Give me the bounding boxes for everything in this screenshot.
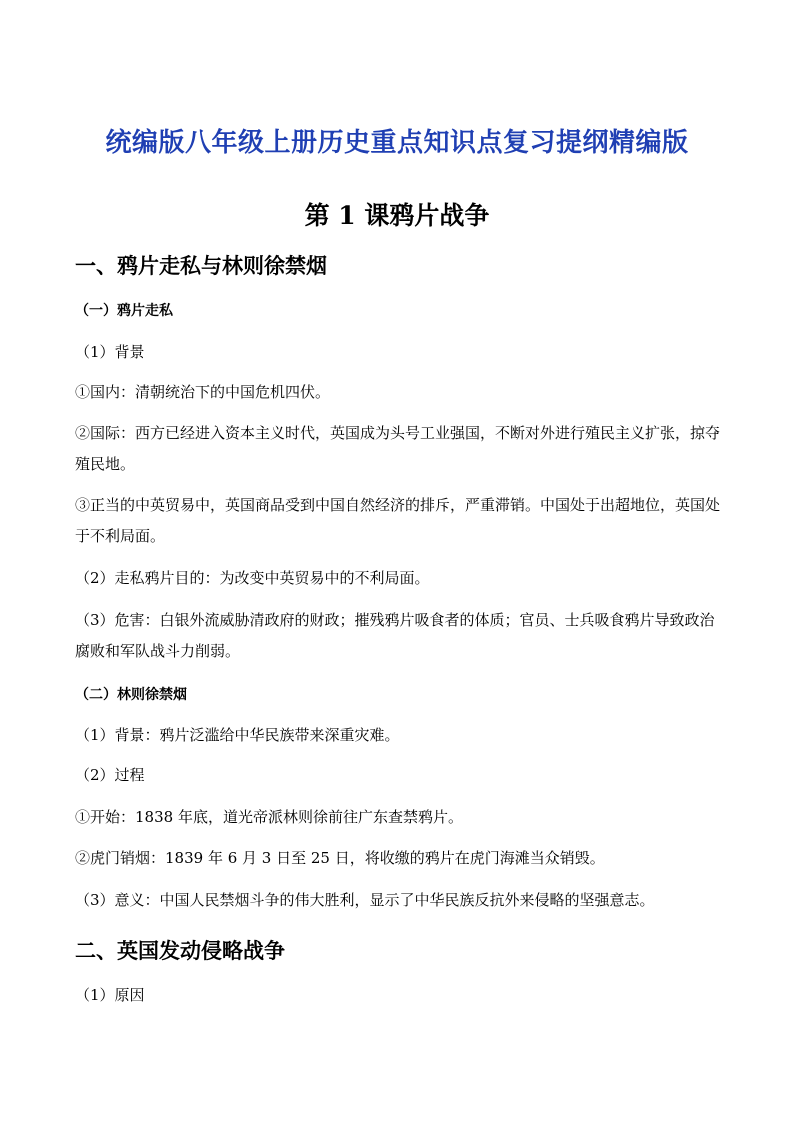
document-title: 统编版八年级上册历史重点知识点复习提纲精编版 xyxy=(105,128,689,158)
paragraph-ban-background: （1）背景：鸦片泛滥给中华民族带来深重灾难。 xyxy=(75,726,400,744)
section-heading-1: 一、鸦片走私与林则徐禁烟 xyxy=(75,253,327,278)
subsection-heading-1: （一）鸦片走私 xyxy=(75,303,173,319)
lesson-title: 第 1 课鸦片战争 xyxy=(304,201,490,230)
paragraph-domestic: ①国内：清朝统治下的中国危机四伏。 xyxy=(75,383,331,401)
section-heading-2: 二、英国发动侵略战争 xyxy=(75,938,285,963)
paragraph-significance: （3）意义：中国人民禁烟斗争的伟大胜利，显示了中华民族反抗外来侵略的坚强意志。 xyxy=(75,891,655,909)
paragraph-background: （1）背景 xyxy=(75,343,145,361)
paragraph-harm: （3）危害：白银外流威胁清政府的财政；摧残鸦片吸食者的体质；官员、士兵吸食鸦片导致政治腐败和军队战斗力削弱。 xyxy=(75,611,715,660)
paragraph-smuggling-purpose: （2）走私鸦片目的：为改变中英贸易中的不利局面。 xyxy=(75,569,430,587)
paragraph-process: （2）过程 xyxy=(75,766,145,784)
paragraph-humen: ②虎门销烟：1839 年 6 月 3 日至 25 日，将收缴的鸦片在虎门海滩当众销毁。 xyxy=(75,849,605,867)
paragraph-start: ①开始：1838 年底，道光帝派林则徐前往广东查禁鸦片。 xyxy=(75,808,463,826)
paragraph-cause: （1）原因 xyxy=(75,986,145,1004)
paragraph-international: ②国际：西方已经进入资本主义时代，英国成为头号工业强国，不断对外进行殖民主义扩张，掠夺殖民地。 xyxy=(75,424,721,473)
subsection-heading-2: （二）林则徐禁烟 xyxy=(75,687,187,703)
paragraph-trade: ③正当的中英贸易中，英国商品受到中国自然经济的排斥，严重滞销。中国处于出超地位，英国处于不利局面。 xyxy=(75,496,721,545)
